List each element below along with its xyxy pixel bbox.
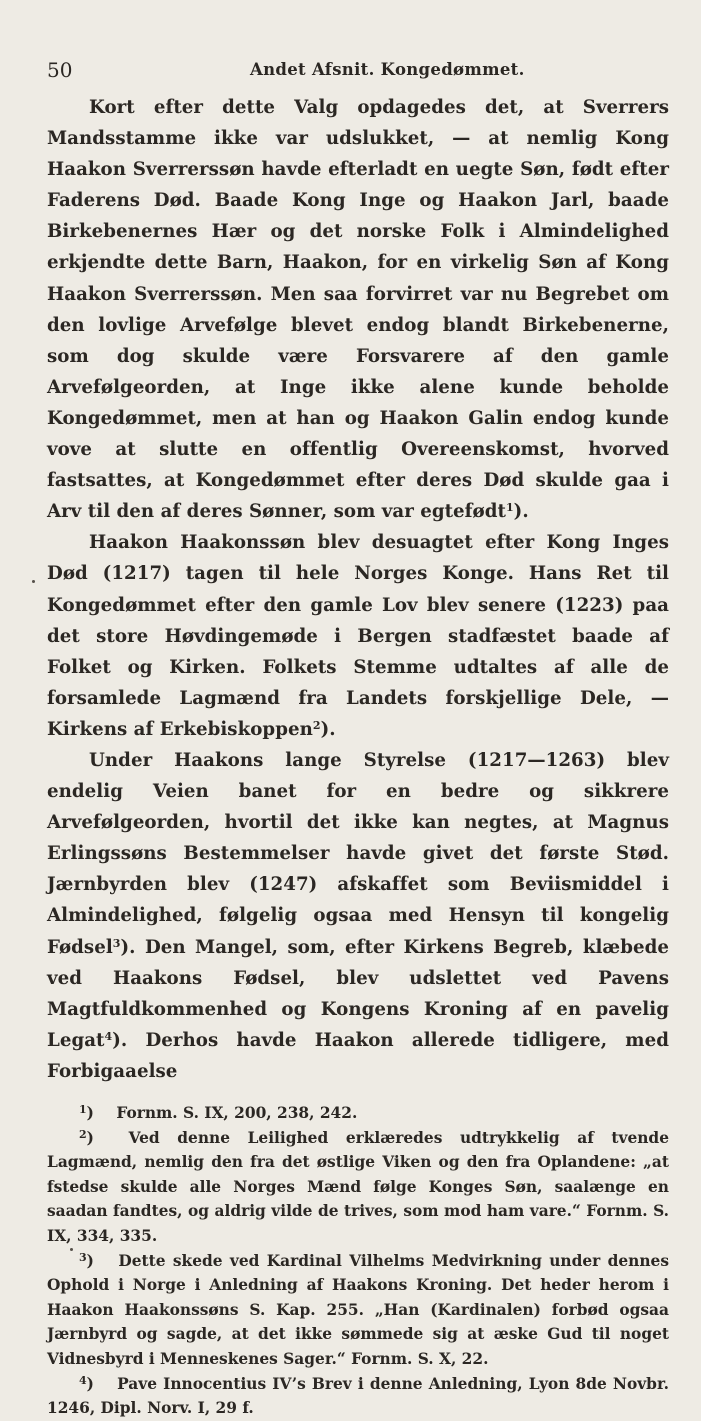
footnote-marker: $^1$) [79, 1103, 94, 1122]
footnote-marker: $^4$) [79, 1373, 94, 1393]
footnote-4 [47, 1372, 669, 1421]
footnote-ref-2: 2 [312, 718, 321, 732]
footnote-2 [47, 1126, 669, 1249]
paragraph-text: Under Haakons lange Styrelse (1217—1263) blev endelig Veien banet for en bedre og sikkrere Arvefølgeorden, hvortil det ikke kan negtes, at Magnus Erlingssøns Bestemmelser havde givet det første Stød. Jærnbyrden blev (1247) afskaffet som Beviismiddel i Almindelighed, følgelig ogsaa med Hensyn til kongelig Fødsel [47, 749, 669, 958]
footnote-ref-3: 3 [112, 936, 121, 950]
footnote-text: Dette skede ved Kardinal Vilhelms Medvirkning under dennes Ophold i Norge i Anledning af Haakons Kroning. Det heder herom i Haakon Haakonssøns S. Kap. 255. „Han (Kardinalen) forbød ogsaa Jærnbyrd og sagde, at det ikke sømmede sig at æske Gud til noget Vidnesbyrd i Menneskenes Sager.“ Fornm. S. X, 22. [47, 1251, 670, 1368]
footnotes [47, 1101, 669, 1421]
paragraph-text: Kort efter dette Valg opdagedes det, at Sverrers Mandsstamme ikke var udslukket, — at nemlig Kong Haakon Sverrerssøn havde efterladt en uegte Søn, født efter Faderens Død. Baade Kong Inge og Haakon Jarl, baade Birkebenernes Hær og det norske Folk i Almindelighed erkjendte dette Barn, Haakon, for en virkelig Søn af Kong Haakon Sverrerssøn. Men saa forvirret var nu Begrebet om den lovlige Arvefølge blevet endog blandt Birkebenerne, som dog skulde være Forsvarere af den gamle Arvefølgeorden, at Inge ikke alene kunde beholde Kongedømmet, men at han og Haakon Galin endog kunde vove at slutte en offentlig Overeenskomst, hvorved fastsattes, at Kongedømmet efter deres Død skulde gaa i Arv til den af deres Sønner, som var egtefødt [47, 97, 669, 523]
paragraph-1 [47, 92, 669, 527]
ref-close: ). [320, 718, 336, 740]
footnote-ref-1: 1 [505, 501, 514, 515]
footnote-text: Ved denne Leilighed erklæredes udtrykkelig af tvende Lagmænd, nemlig den fra det østlige Viken og den fra Oplandene: „at fstedse skulde alle Norges Mænd følge Konges Søn, saalænge en saadan fandtes, og aldrig vilde de trives, som mod ham vare.“ Fornm. S. IX, 334, 335. [47, 1128, 669, 1245]
body-text [47, 92, 669, 1087]
paragraph-text: Derhos havde Haakon allerede tidligere, med Forbigaaelse [47, 1029, 669, 1082]
footnote-number: 4 [79, 1373, 87, 1387]
footnote-text: Fornm. S. IX, 200, 238, 242. [116, 1104, 358, 1122]
footnote-3 [47, 1249, 669, 1372]
ref-close: ). [120, 936, 136, 958]
ref-close: ). [112, 1029, 128, 1051]
footnote-number: 1 [79, 1103, 87, 1116]
ref-close: ). [513, 501, 529, 523]
footnote-ref-4: 4 [104, 1029, 113, 1043]
paragraph-2 [47, 527, 669, 745]
paragraph-3 [47, 745, 669, 1087]
paragraph-text: Den Mangel, som, efter Kirkens Begreb, klæbede ved Haakons Fødsel, blev udslettet ved Pavens Magtfuldkommenhed og Kongens Kroning af en pavelig Legat [47, 936, 669, 1051]
paragraph-text: Haakon Haakonssøn blev desuagtet efter Kong Inges Død (1217) tagen til hele Norges Konge. Hans Ret til Kongedømmet efter den gamle Lov blev senere (1223) paa det store Høvdingemøde i Bergen stadfæstet baade af Folket og Kirken. Folkets Stemme udtaltes af alle de forsamlede Lagmænd fra Landets forskjellige Dele, — Kirkens af Erkebiskoppen [47, 532, 669, 740]
footnote-marker: $^3$) [79, 1250, 94, 1270]
footnote-number: 2 [79, 1127, 87, 1141]
footnote-number: 3 [79, 1250, 87, 1264]
page-number: 50 [47, 58, 73, 82]
paper-speck [70, 1248, 73, 1251]
footnote-text: Pave Innocentius IV’s Brev i denne Anledning, Lyon 8de Novbr. 1246, Dipl. Norv. I, 29 f. [47, 1374, 670, 1418]
running-title: Andet Afsnit. Kongedømmet. [250, 60, 525, 79]
paper-speck [32, 580, 35, 583]
footnote-1 [47, 1101, 669, 1126]
running-head [47, 54, 669, 86]
footnote-marker: $^2$) [79, 1127, 94, 1147]
